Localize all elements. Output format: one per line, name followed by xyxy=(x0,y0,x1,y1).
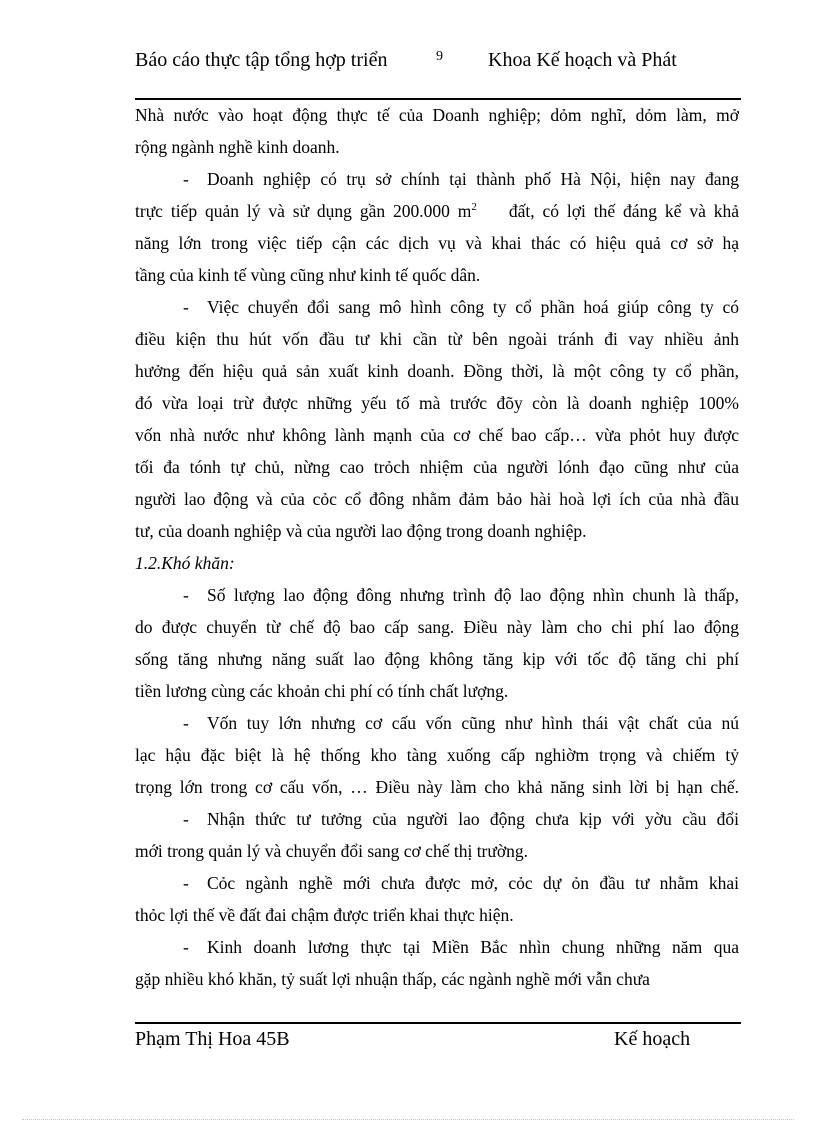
bullet-text: Số lượng lao động đông nhưng trình độ lao động nhìn chunh là thấp, xyxy=(207,585,739,605)
body-line: mới trong quản lý và chuyển đổi sang cơ chế thị trường. xyxy=(135,841,528,861)
bullet-text: Cỏc ngành nghề mới chưa được mở, cỏc dự ỏn đầu tư nhằm khai xyxy=(207,873,739,893)
body-line: gặp nhiều khó khăn, tỷ suất lợi nhuận thấp, các ngành nghề mới vẫn chưa xyxy=(135,969,650,989)
bullet-text: Doanh nghiệp có trụ sở chính tại thành phố Hà Nội, hiện nay đang xyxy=(207,169,739,189)
body-line: vốn nhà nước như không lành mạnh của cơ chế bao cấp… vừa phỏt huy được xyxy=(135,425,739,445)
bullet-dash: - xyxy=(183,713,189,733)
bullet-line xyxy=(135,579,739,611)
bullet-line xyxy=(135,867,739,899)
bullet-dash: - xyxy=(183,297,189,317)
bullet-text: Việc chuyển đổi sang mô hình công ty cổ phần hoá giúp công ty có xyxy=(207,297,739,317)
bullet-line xyxy=(135,707,739,739)
body-line: điều kiện thu hút vốn đầu tư khi cần từ bên ngoài tránh đi vay nhiều ảnh xyxy=(135,329,739,349)
bullet-text: Nhận thức tư tưởng của người lao động chưa kịp với yờu cầu đổi xyxy=(207,809,739,829)
body-line: năng lớn trong việc tiếp cận các dịch vụ và khai thác có hiệu quả cơ sở hạ xyxy=(135,233,739,253)
page-bottom-divider xyxy=(22,1119,794,1120)
bullet-dash: - xyxy=(183,873,189,893)
bullet-text: Kinh doanh lương thực tại Miền Bắc nhìn chung những năm qua xyxy=(207,937,739,957)
bullet-text: Vốn tuy lớn nhưng cơ cấu vốn cũng như hình thái vật chất của nú xyxy=(207,713,739,733)
bullet-dash: - xyxy=(183,809,189,829)
body-line: lạc hậu đặc biệt là hệ thống kho tàng xuống cấp nghiờm trọng và chiếm tỷ xyxy=(135,745,739,765)
body-line: Nhà nước vào hoạt động thực tế của Doanh nghiệp; dỏm nghĩ, dỏm làm, mở xyxy=(135,105,739,125)
body-line: tối đa tónh tự chủ, nừng cao trỏch nhiệm của người lónh đạo cũng như của xyxy=(135,457,739,477)
body-line: hưởng đến hiệu quả sản xuất kinh doanh. Đồng thời, là một công ty cổ phần, xyxy=(135,361,739,381)
bullet-dash: - xyxy=(183,585,189,605)
footer-author: Phạm Thị Hoa 45B xyxy=(135,1028,290,1050)
document-body xyxy=(135,99,739,995)
body-line: tư, của doanh nghiệp và của người lao động trong doanh nghiệp. xyxy=(135,521,587,541)
body-line: do được chuyển từ chế độ bao cấp sang. Điều này làm cho chi phí lao động xyxy=(135,617,739,637)
bullet-line xyxy=(135,163,739,195)
superscript: 2 xyxy=(471,201,477,213)
bullet-line xyxy=(135,291,739,323)
header-title-left: Báo cáo thực tập tổng hợp triển xyxy=(135,49,388,71)
body-line: trọng lớn trong cơ cấu vốn, … Điều này làm cho khả năng sinh lời bị hạn chế. xyxy=(135,777,739,797)
body-line: rộng ngành nghề kinh doanh. xyxy=(135,137,340,157)
body-text: trực tiếp quản lý và sử dụng gần 200.000 m xyxy=(135,201,472,221)
bullet-line xyxy=(135,931,739,963)
bullet-line xyxy=(135,803,739,835)
body-line: người lao động và của cỏc cổ đông nhằm đảm bảo hài hoà lợi ích của nhà đầu xyxy=(135,489,739,509)
section-subheading: 1.2.Khó khăn: xyxy=(135,553,235,573)
footer-rule xyxy=(135,1022,741,1024)
body-line: đó vừa loại trừ được những yếu tố mà trước đõy còn là doanh nghiệp 100% xyxy=(135,393,739,413)
header-title-right: Khoa Kế hoạch và Phát xyxy=(488,49,677,71)
bullet-dash: - xyxy=(183,169,189,189)
body-line: thỏc lợi thế về đất đai chậm được triển khai thực hiện. xyxy=(135,905,514,925)
bullet-dash: - xyxy=(183,937,189,957)
page-number: 9 xyxy=(436,49,443,64)
body-line: sống tăng nhưng năng suất lao động không tăng kịp với tốc độ tăng chi phí xyxy=(135,649,739,669)
body-line xyxy=(135,195,739,227)
body-line: tầng của kinh tế vùng cũng như kinh tế quốc dân. xyxy=(135,265,481,285)
body-line: tiền lương cùng các khoản chi phí có tính chất lượng. xyxy=(135,681,509,701)
footer-department: Kế hoạch xyxy=(614,1028,691,1050)
body-text: đất, có lợi thế đáng kể và khả xyxy=(508,201,739,221)
